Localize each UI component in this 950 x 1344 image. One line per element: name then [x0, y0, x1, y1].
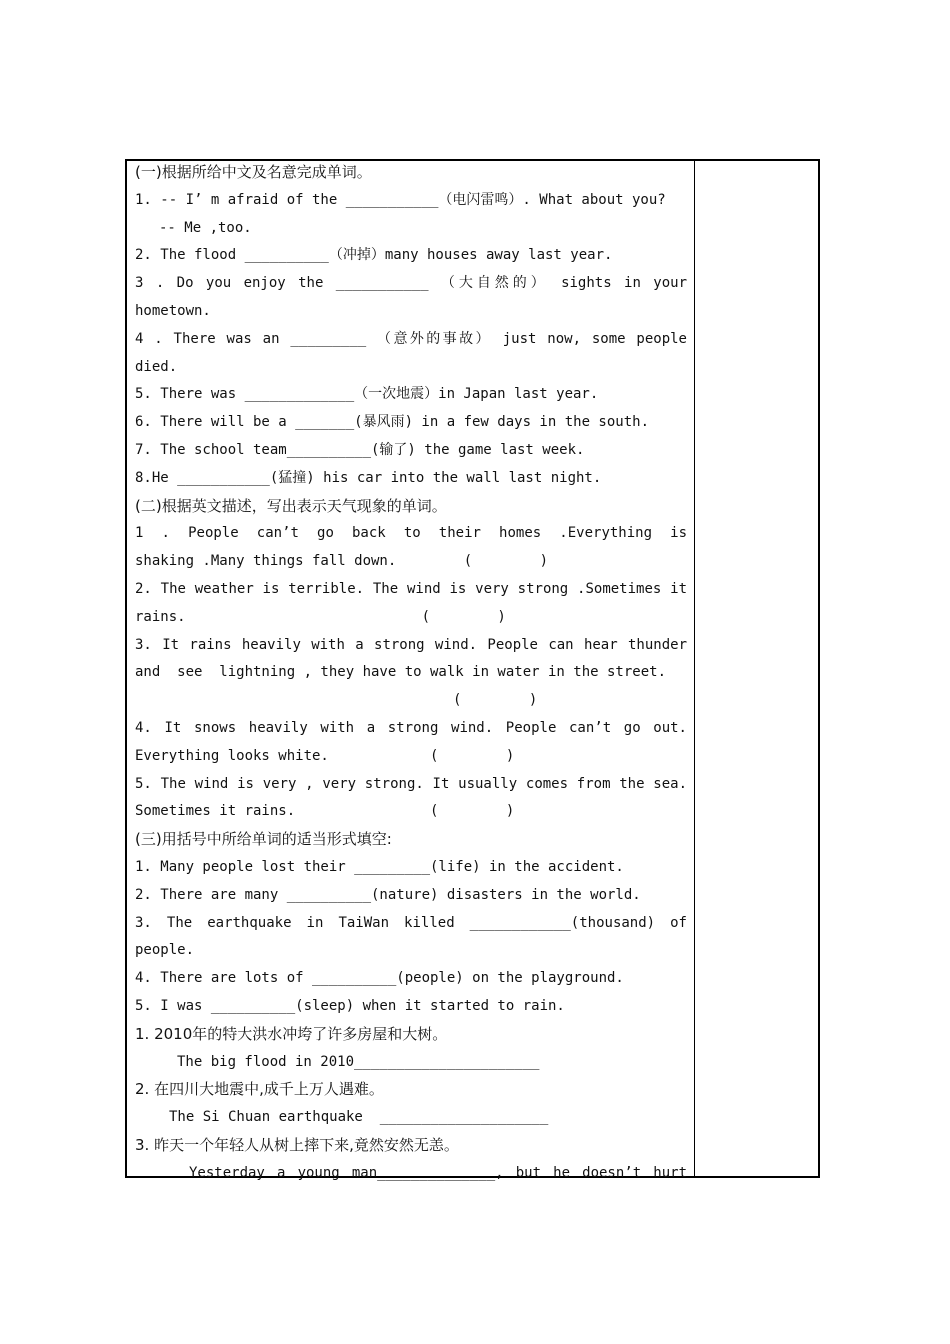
- part3-q4: 4. There are lots of __________(people) on the playground.: [135, 970, 624, 987]
- part2-q1-line2: shaking .Many things fall down. ( ): [135, 553, 549, 570]
- part3-q5: 5. I was __________(sleep) when it started to rain.: [135, 997, 565, 1014]
- part2-q3-line1: 3. It rains heavily with a strong wind. People can hear thunder: [135, 636, 687, 653]
- part1-q4-line2: died.: [135, 358, 178, 375]
- part1-q1-line1: 1. -- I’ m afraid of the ___________（电闪雷鸣）. What about you?: [135, 191, 666, 208]
- column-divider: [694, 159, 695, 1178]
- part2-q2-line1: 2. The weather is terrible. The wind is very strong .Sometimes it: [135, 580, 687, 597]
- part1-q3-line1: 3 . Do you enjoy the ___________ （大自然的） sights in your: [135, 275, 687, 292]
- part1-q3-line2: hometown.: [135, 302, 211, 319]
- part4-q2-chinese: 2. 在四川大地震中,成千上万人遇难。: [135, 1080, 384, 1099]
- part3-q3-line2: people.: [135, 942, 195, 959]
- part4-q2-english: The Si Chuan earthquake ____________________: [169, 1109, 549, 1126]
- part3-q3-line1: 3. The earthquake in TaiWan killed ____________(thousand) of: [135, 914, 687, 931]
- part2-q5-line1: 5. The wind is very , very strong. It usually comes from the sea.: [135, 775, 687, 792]
- part1-q2: 2. The flood __________（冲掉）many houses away last year.: [135, 247, 613, 264]
- section-3-title: (三)用括号中所给单词的适当形式填空:: [135, 830, 392, 849]
- part2-q3-line2: and see lightning , they have to walk in water in the street.: [135, 664, 667, 681]
- part2-q4-line2: Everything looks white. ( ): [135, 747, 515, 764]
- part2-q2-line2: rains. ( ): [135, 608, 506, 625]
- part2-q4-line1: 4. It snows heavily with a strong wind. People can’t go out.: [135, 719, 687, 736]
- part1-q8: 8.He ___________(猛撞) his car into the wall last night.: [135, 469, 602, 486]
- part1-q5: 5. There was _____________（一次地震）in Japan last year.: [135, 386, 599, 403]
- part2-q5-line2: Sometimes it rains. ( ): [135, 803, 515, 820]
- section-1-title: (一)根据所给中文及名意完成单词。: [135, 163, 372, 181]
- part4-q3-chinese: 3. 昨天一个年轻人从树上摔下来,竟然安然无恙。: [135, 1135, 459, 1154]
- part1-q6: 6. There will be a _______(暴风雨) in a few days in the south.: [135, 414, 650, 431]
- part2-q3-line3: ( ): [453, 692, 538, 709]
- part1-q4-line1: 4 . There was an _________ （意外的事故） just now, some people: [135, 330, 687, 347]
- part1-q7: 7. The school team__________(输了) the game last week.: [135, 441, 585, 458]
- part2-q1-line1: 1 . People can’t go back to their homes .Everything is: [135, 525, 687, 542]
- part3-q2: 2. There are many __________(nature) disasters in the world.: [135, 886, 641, 903]
- part3-q1: 1. Many people lost their _________(life) in the accident.: [135, 858, 624, 875]
- part4-q3-english: Yesterday a young man______________, but he doesn’t hurt: [189, 1164, 687, 1181]
- section-2-title: (二)根据英文描述，写出表示天气现象的单词。: [135, 496, 447, 515]
- part4-q1-chinese: 1. 2010年的特大洪水冲垮了许多房屋和大树。: [135, 1024, 448, 1043]
- part1-q1-line2: -- Me ,too.: [159, 219, 252, 236]
- worksheet-content: [135, 159, 687, 1187]
- part4-q1-english: The big flood in 2010______________________: [177, 1053, 540, 1070]
